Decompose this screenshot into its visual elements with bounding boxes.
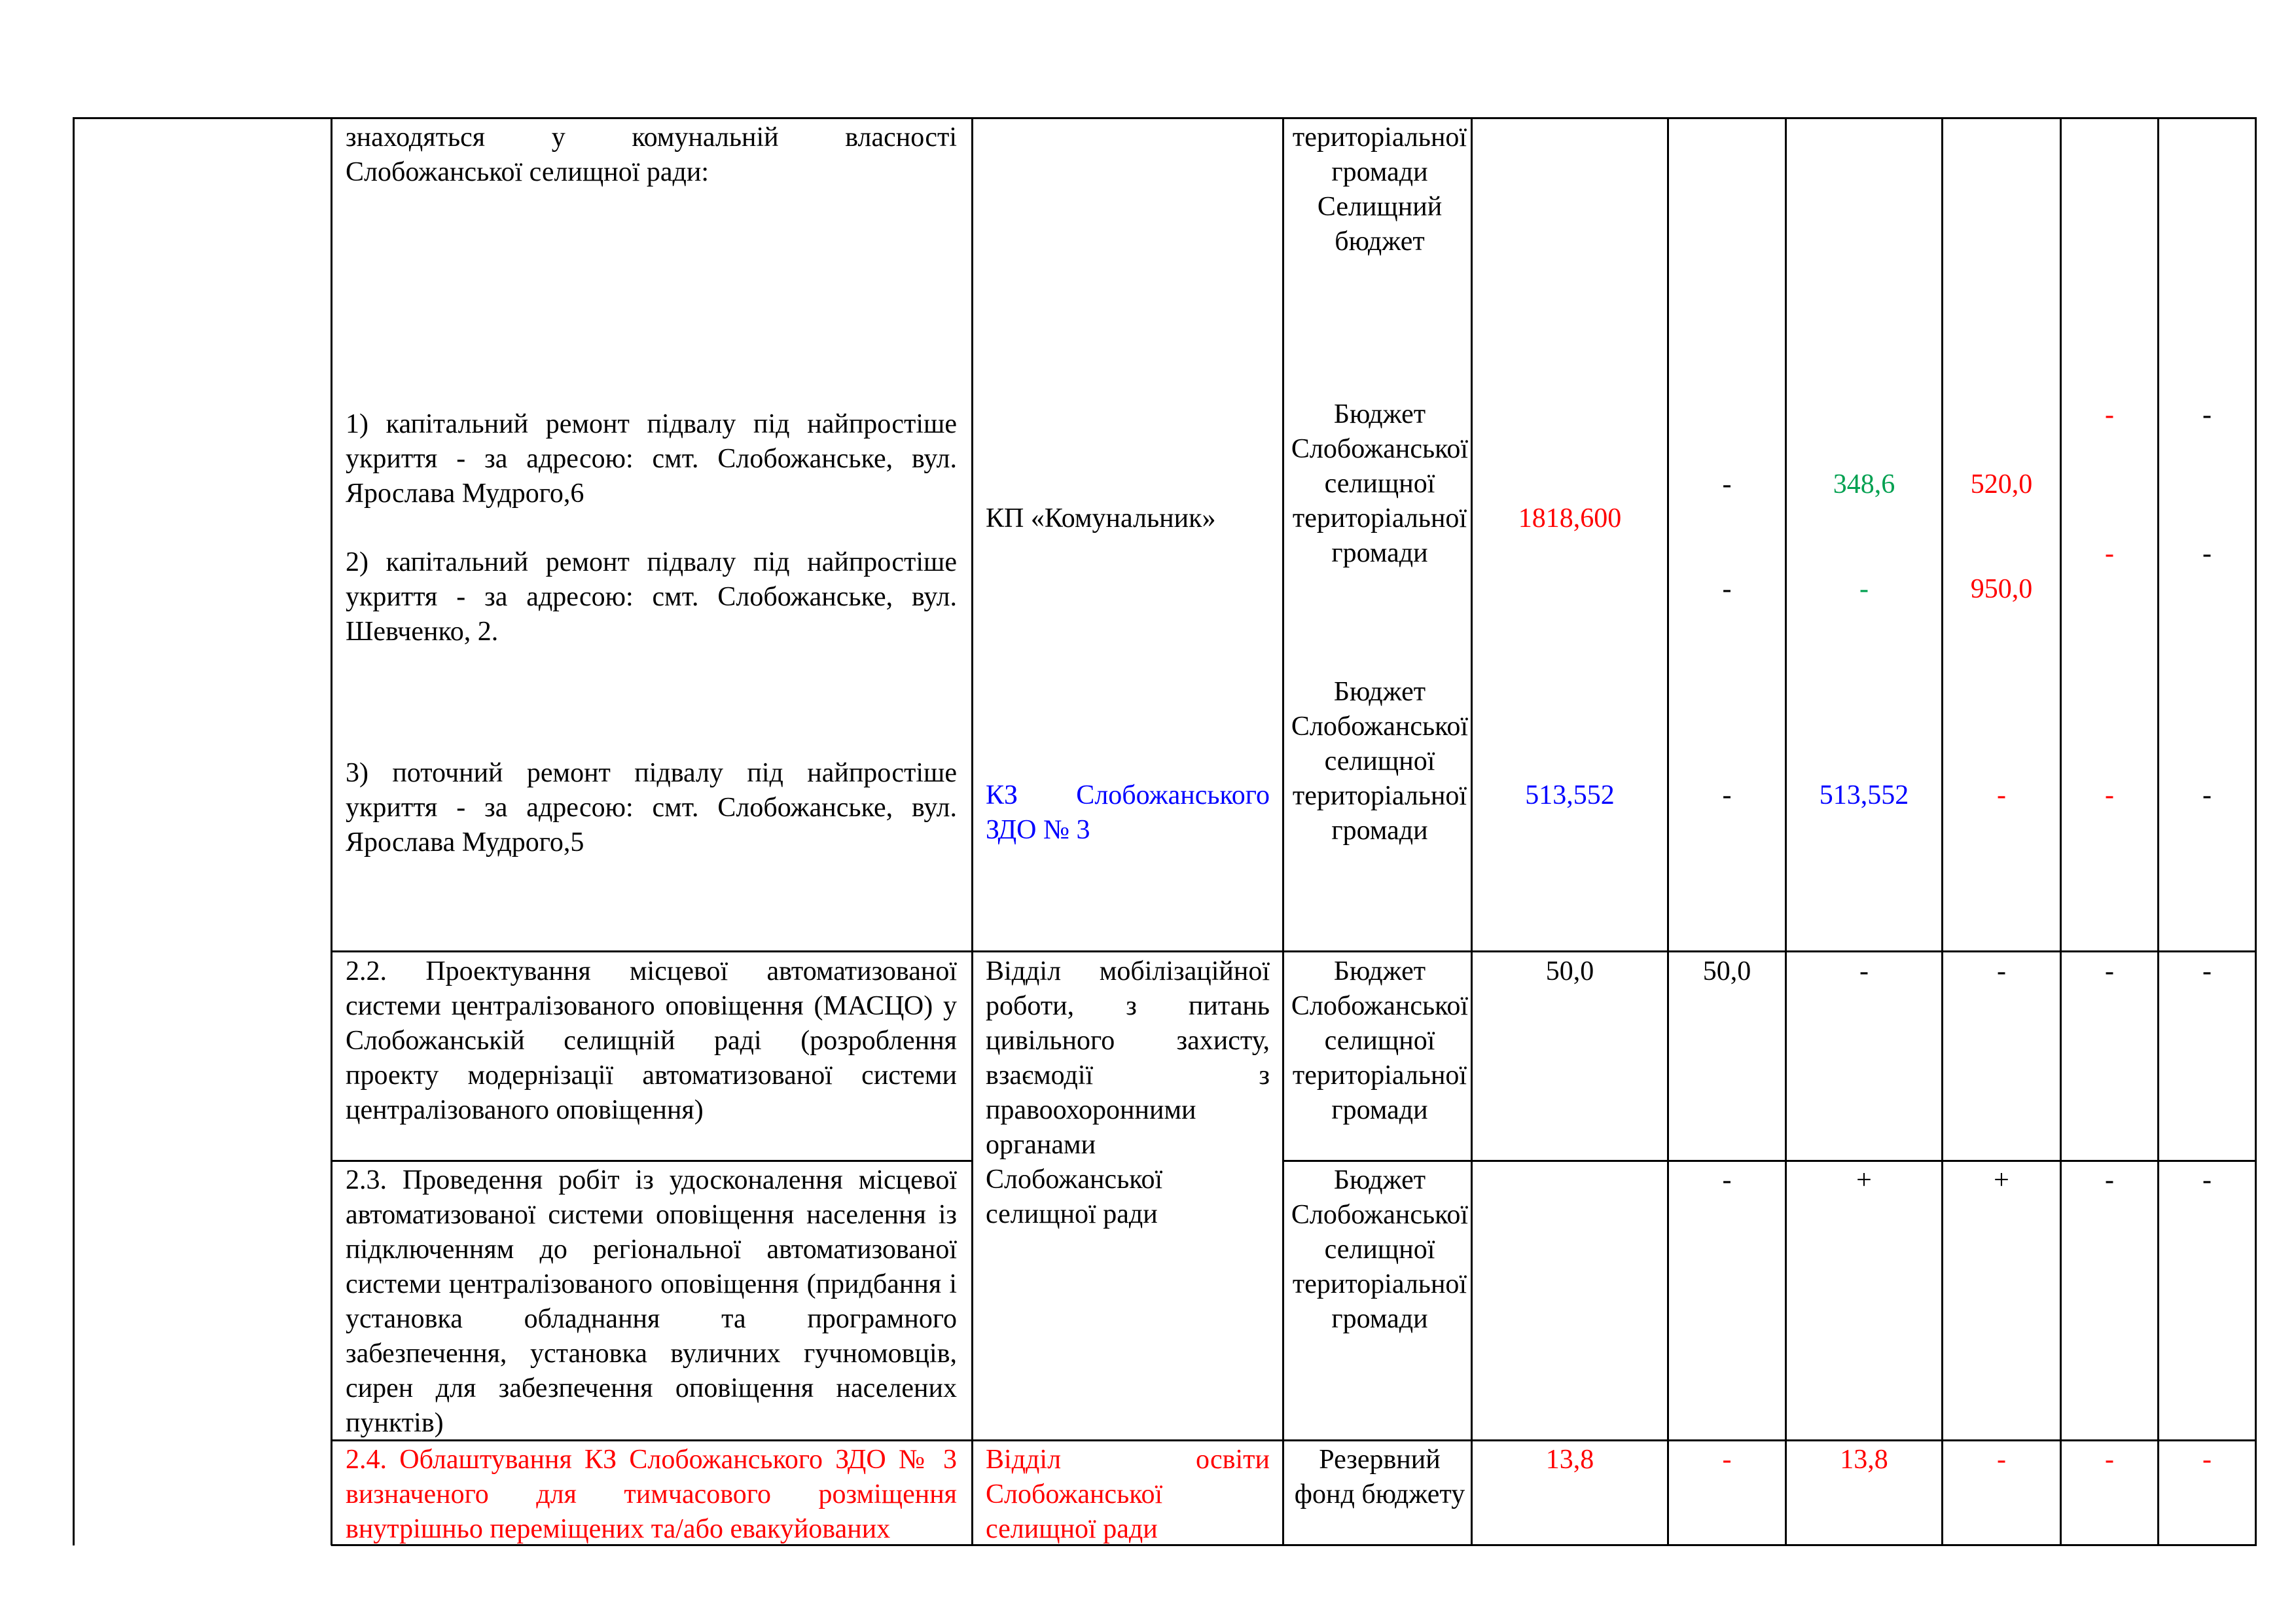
row-2-3-y5: -	[2202, 1165, 2212, 1195]
row-2-4-budget: Резервний фонд бюджету	[1294, 1445, 1465, 1509]
col-divider	[1471, 117, 1473, 1545]
executor-kp: КП «Комунальник»	[986, 503, 1216, 533]
executor-kz: КЗ Слобожанського ЗДО № 3	[986, 780, 1270, 845]
col-divider	[331, 117, 332, 1545]
shelters-intro: знаходяться у комунальній власності Слобожанської селищної ради:	[346, 122, 957, 187]
row-2-2-executor: Відділ мобілізаційної роботи, з питань цивільного захисту, взаємодії з правоохоронними органами Слобожанської селищної ради	[986, 956, 1270, 1229]
y5-b: -	[2202, 539, 2212, 569]
y2-item1: 348,6	[1833, 469, 1895, 499]
row-2-3-y2: +	[1856, 1165, 1872, 1195]
row-2-2-y5: -	[2202, 956, 2212, 986]
row-2-3-y4: -	[2105, 1165, 2114, 1195]
row-2-4-y1: -	[1722, 1445, 1732, 1475]
y3-item3: -	[1997, 780, 2006, 810]
col-divider	[1667, 117, 1669, 1545]
budget-item-3: Бюджет Слобожанської селищної територіальної громади	[1291, 677, 1469, 846]
shelter-item-3: 3) поточний ремонт підвалу під найпростіше укриття - за адресою: смт. Слобожанське, вул. Ярослава Мудрого,5	[346, 758, 957, 857]
intro-budget: територіальної громади Селищний бюджет	[1292, 122, 1467, 257]
shelter-item-1: 1) капітальний ремонт підвалу під найпростіше укриття - за адресою: смт. Слобожанське, вул. Ярослава Мудрого,6	[346, 409, 957, 509]
col-divider	[73, 117, 75, 1545]
y5-a: -	[2202, 400, 2212, 430]
col-divider	[1941, 117, 1943, 1545]
row-2-3-y3: +	[1994, 1165, 2009, 1195]
row-2-2-y3: -	[1997, 956, 2006, 986]
row-2-2-total: 50,0	[1545, 956, 1594, 986]
col-divider	[1785, 117, 1787, 1545]
row-2-4-y4: -	[2105, 1445, 2114, 1475]
y5-item3: -	[2202, 780, 2212, 810]
col-divider	[2060, 117, 2062, 1545]
shelter-item-2: 2) капітальний ремонт підвалу під найпростіше укриття - за адресою: смт. Слобожанське, вул. Шевченко, 2.	[346, 547, 957, 647]
table-bottom-border	[331, 1544, 2257, 1546]
row-2-2-y2: -	[1859, 956, 1869, 986]
row-divider	[331, 950, 2257, 952]
y1-item1: -	[1722, 469, 1732, 499]
row-divider	[1283, 1160, 2257, 1162]
row-2-2-text: 2.2. Проектування місцевої автоматизованої системи централізованого оповіщення (МАСЦО) у Слобожанській селищній раді (розроблення проекту модернізації автоматизованої системи централізованого оповіщення)	[346, 956, 957, 1125]
table-top-border	[73, 117, 2257, 119]
row-2-4-y2: 13,8	[1840, 1445, 1888, 1475]
y4-b: -	[2105, 539, 2114, 569]
col-divider	[2255, 117, 2257, 1545]
col-divider	[2157, 117, 2159, 1545]
row-2-3-budget: Бюджет Слобожанської селищної територіальної громади	[1291, 1165, 1469, 1334]
col-divider	[1282, 117, 1284, 1545]
total-item-3: 513,552	[1525, 780, 1615, 810]
y3-item1: 520,0	[1970, 469, 2033, 499]
row-2-2-y1: 50,0	[1702, 956, 1751, 986]
y1-item2: -	[1722, 574, 1732, 604]
row-2-2-y4: -	[2105, 956, 2114, 986]
row-2-3-y1: -	[1722, 1165, 1732, 1195]
row-2-2-budget: Бюджет Слобожанської селищної територіальної громади	[1291, 956, 1469, 1125]
y4-item3: -	[2105, 780, 2114, 810]
row-2-4-y5: -	[2202, 1445, 2212, 1475]
total-items-1-2: 1818,600	[1518, 503, 1622, 533]
budget-items-1-2: Бюджет Слобожанської селищної територіальної громади	[1291, 399, 1469, 568]
row-2-3-text: 2.3. Проведення робіт із удосконалення місцевої автоматизованої системи оповіщення населення із підключенням до регіональної автоматизованої системи централізованого оповіщення (придбання і установка обладнання та програмного забезпечення, установка вуличних гучномовців, сирен для забезпечення оповіщення населених пунктів)	[346, 1165, 957, 1438]
col-divider	[971, 117, 973, 1545]
y2-item3: 513,552	[1819, 780, 1909, 810]
y1-item3: -	[1722, 780, 1732, 810]
y4-a: -	[2105, 400, 2114, 430]
y2-item2: -	[1859, 574, 1869, 604]
row-divider	[331, 1160, 972, 1162]
row-2-4-text: 2.4. Облаштування КЗ Слобожанського ЗДО № 3 визначеного для тимчасового розміщення внутрішньо переміщених та/або евакуйованих	[346, 1445, 957, 1544]
row-2-4-total: 13,8	[1545, 1445, 1594, 1475]
y3-item2: 950,0	[1970, 574, 2033, 604]
row-2-4-y3: -	[1997, 1445, 2006, 1475]
row-2-4-executor: Відділ освіти Слобожанської селищної ради	[986, 1445, 1270, 1544]
